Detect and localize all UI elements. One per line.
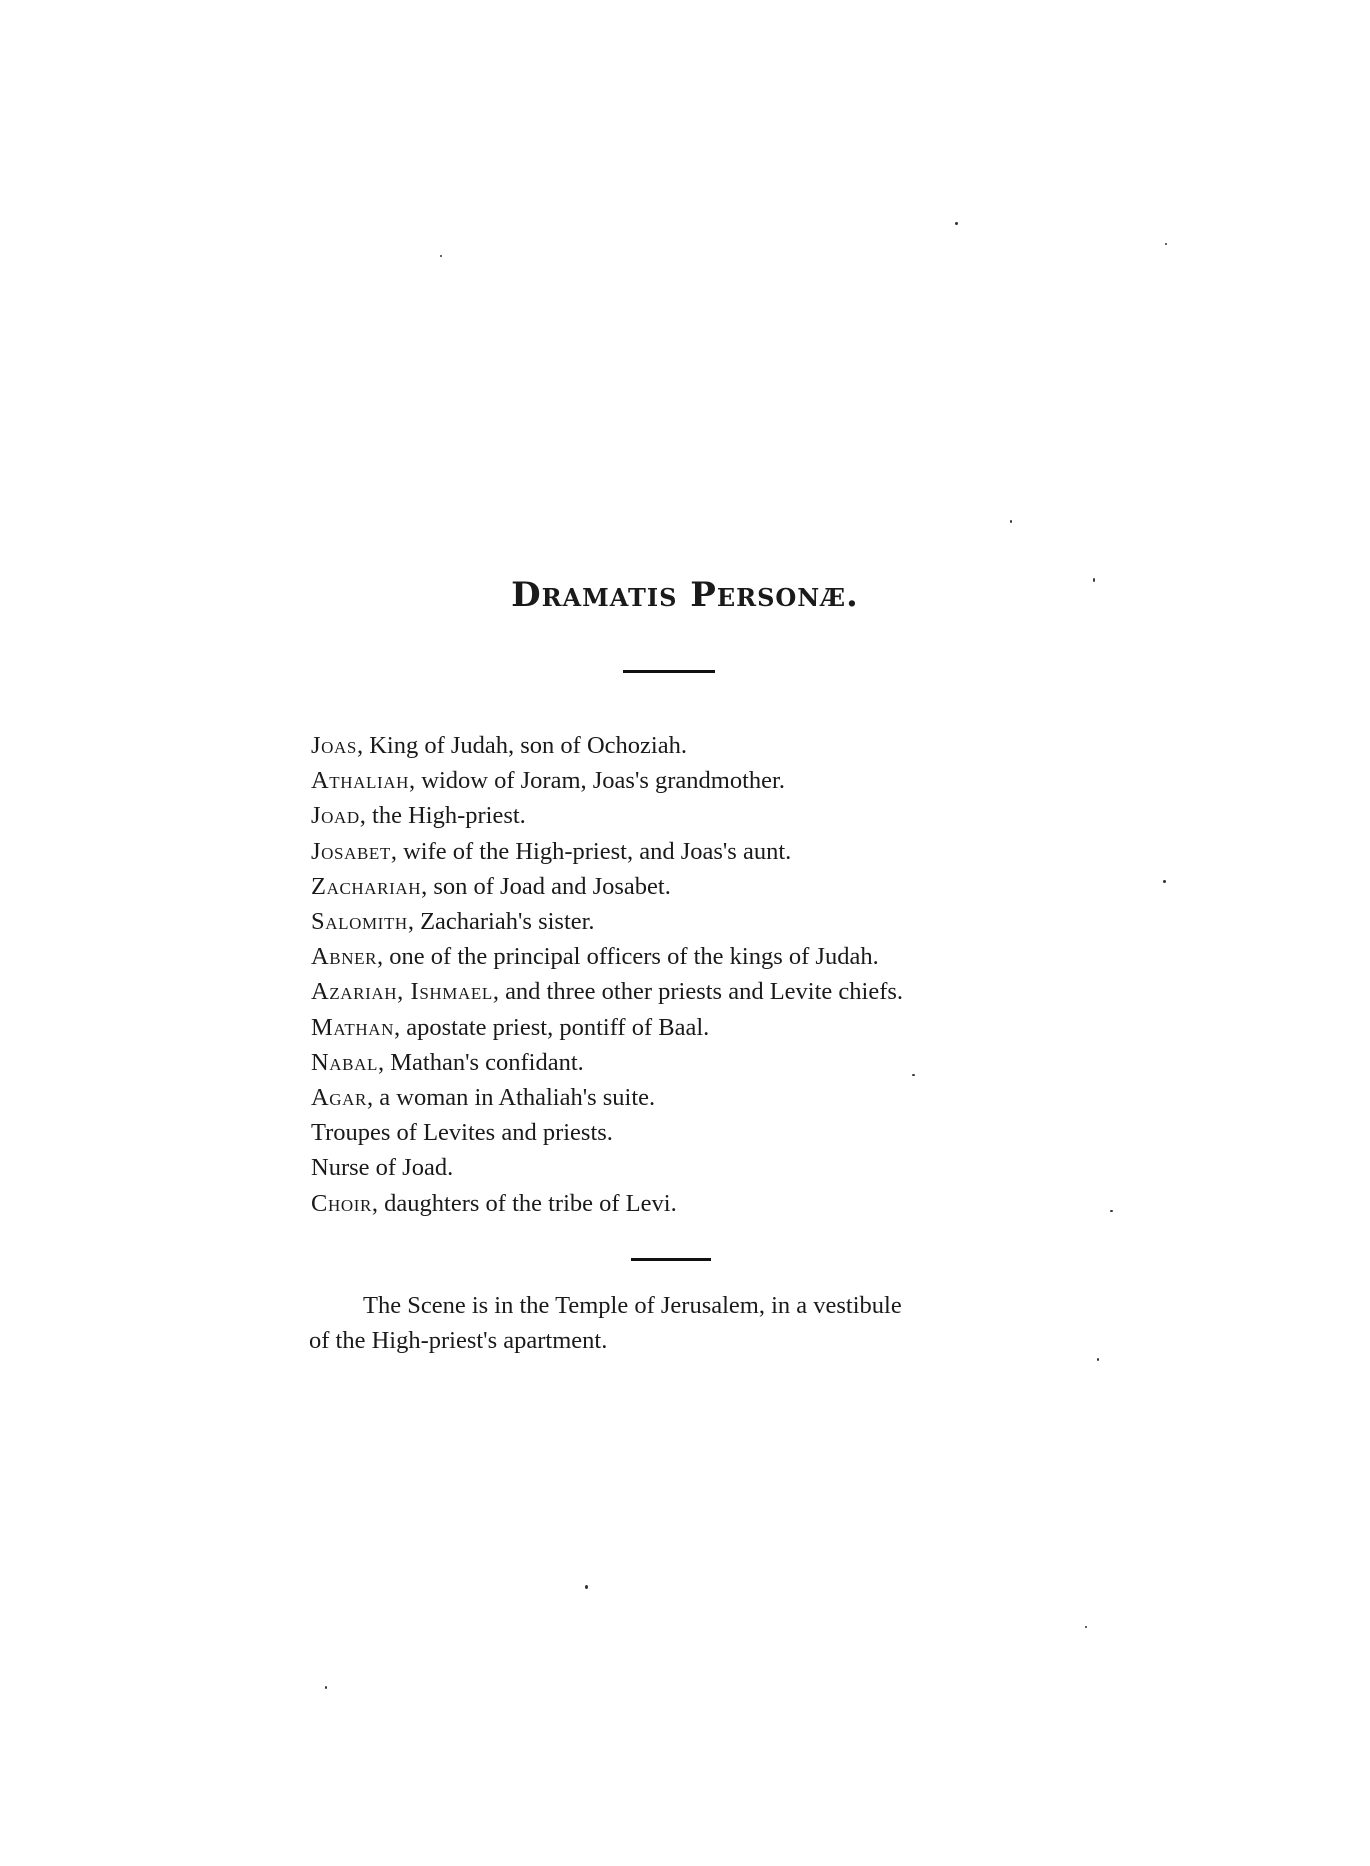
page-title: Dramatis Personæ. [511,575,859,615]
scene-note [309,1288,1029,1358]
cast-item [311,1186,903,1221]
character-description: , daughters of the tribe of Levi. [371,1189,677,1217]
character-description: Troupes of Levites and priests. [311,1119,613,1147]
character-description: Nurse of Joad. [311,1154,454,1182]
character-description: , son of Joad and Josabet. [421,872,671,900]
cast-item [311,1010,903,1045]
cast-item [311,1080,903,1115]
character-name: Josabet [311,837,391,865]
character-description: , Mathan's confidant. [377,1048,584,1076]
character-description: , the High-priest. [359,802,526,830]
cast-item [311,939,903,974]
scene-line: of the High-priest's apartment. [309,1327,608,1354]
character-name: Abner [311,943,378,971]
scene-line: The Scene is in the Temple of Jerusalem, in a vestibule [363,1292,902,1319]
character-description: , a woman in Athaliah's suite. [367,1084,656,1112]
scan-speck [1110,1210,1113,1212]
character-name: Athaliah [311,767,410,795]
scan-speck [585,1585,588,1589]
cast-item [311,904,903,939]
bottom-divider [631,1258,711,1261]
character-name: Mathan [311,1013,394,1041]
character-name: Salomith [311,908,408,936]
scan-speck [1097,1358,1099,1361]
character-name: Choir [311,1189,372,1217]
character-name: Joad [311,802,360,830]
scan-speck [1085,1626,1087,1628]
cast-item [311,1150,903,1185]
character-description: , one of the principal officers of the kings of Judah. [377,943,879,971]
character-description: , widow of Joram, Joas's grandmother. [409,767,785,795]
scan-speck [1093,578,1095,582]
character-name: Zachariah [311,872,422,900]
character-description: , Zachariah's sister. [407,908,595,936]
cast-list [311,728,903,1221]
character-name: Joas [311,732,357,759]
scan-speck [1163,880,1166,883]
character-name: Agar [311,1084,367,1112]
top-divider [623,670,715,673]
character-description: , wife of the High-priest, and Joas's aunt. [390,837,792,865]
scan-speck [955,222,958,225]
scan-speck [912,1074,915,1076]
cast-item [311,798,903,833]
scan-speck [1165,243,1167,245]
character-name: Nabal [311,1048,378,1076]
character-description: , and three other priests and Levite chiefs. [492,978,904,1006]
scan-speck [325,1686,327,1689]
character-description: , apostate priest, pontiff of Baal. [394,1013,710,1041]
cast-item [311,974,903,1009]
scan-speck [440,255,442,257]
cast-item [311,1115,903,1150]
cast-item [311,869,903,904]
cast-item [311,763,903,798]
cast-item [311,728,903,763]
character-name: Azariah, Ishmael [311,978,493,1006]
cast-item [311,1045,903,1080]
scan-speck [1010,520,1012,523]
cast-item [311,834,903,869]
character-description: , King of Judah, son of Ochoziah. [356,732,687,759]
